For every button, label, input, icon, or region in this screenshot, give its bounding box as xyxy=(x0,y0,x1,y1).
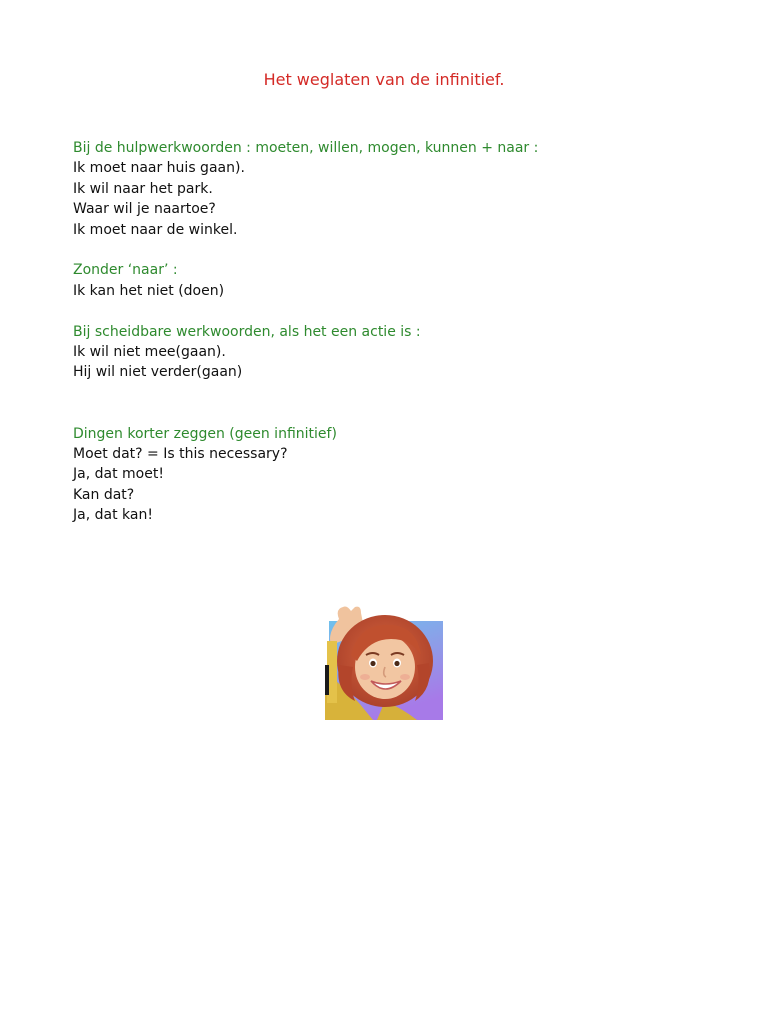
section-without-naar xyxy=(73,260,713,301)
document-body xyxy=(73,138,713,546)
example-line: Ik kan het niet (doen) xyxy=(73,282,225,299)
section-heading: Bij de hulpwerkwoorden : moeten, willen, mogen, kunnen + naar : xyxy=(73,140,539,156)
section-shorter-sayings xyxy=(73,424,713,526)
page-title: Het weglaten van de infinitief. xyxy=(263,70,505,89)
example-line: Ik wil naar het park. xyxy=(73,180,213,197)
example-line: Waar wil je naartoe? xyxy=(73,201,216,218)
example-line: Ik moet naar huis gaan). xyxy=(73,160,245,177)
example-line: Ik wil niet mee(gaan). xyxy=(73,344,226,361)
section-heading: Dingen korter zeggen (geen infinitief) xyxy=(73,425,337,442)
example-line: Ja, dat kan! xyxy=(73,507,153,524)
section-separable-verbs xyxy=(73,322,713,383)
example-line: Ik moet naar de winkel. xyxy=(73,221,238,238)
waving-woman-avatar-icon xyxy=(325,605,443,720)
section-auxiliary-verbs xyxy=(73,138,713,240)
section-heading: Bij scheidbare werkwoorden, als het een actie is : xyxy=(73,323,421,340)
example-line: Hij wil niet verder(gaan) xyxy=(73,364,243,381)
example-line: Moet dat? = Is this necessary? xyxy=(73,446,288,463)
example-line: Ja, dat moet! xyxy=(73,466,164,483)
example-line: Kan dat? xyxy=(73,486,135,503)
section-heading: Zonder ‘naar’ : xyxy=(73,262,178,279)
